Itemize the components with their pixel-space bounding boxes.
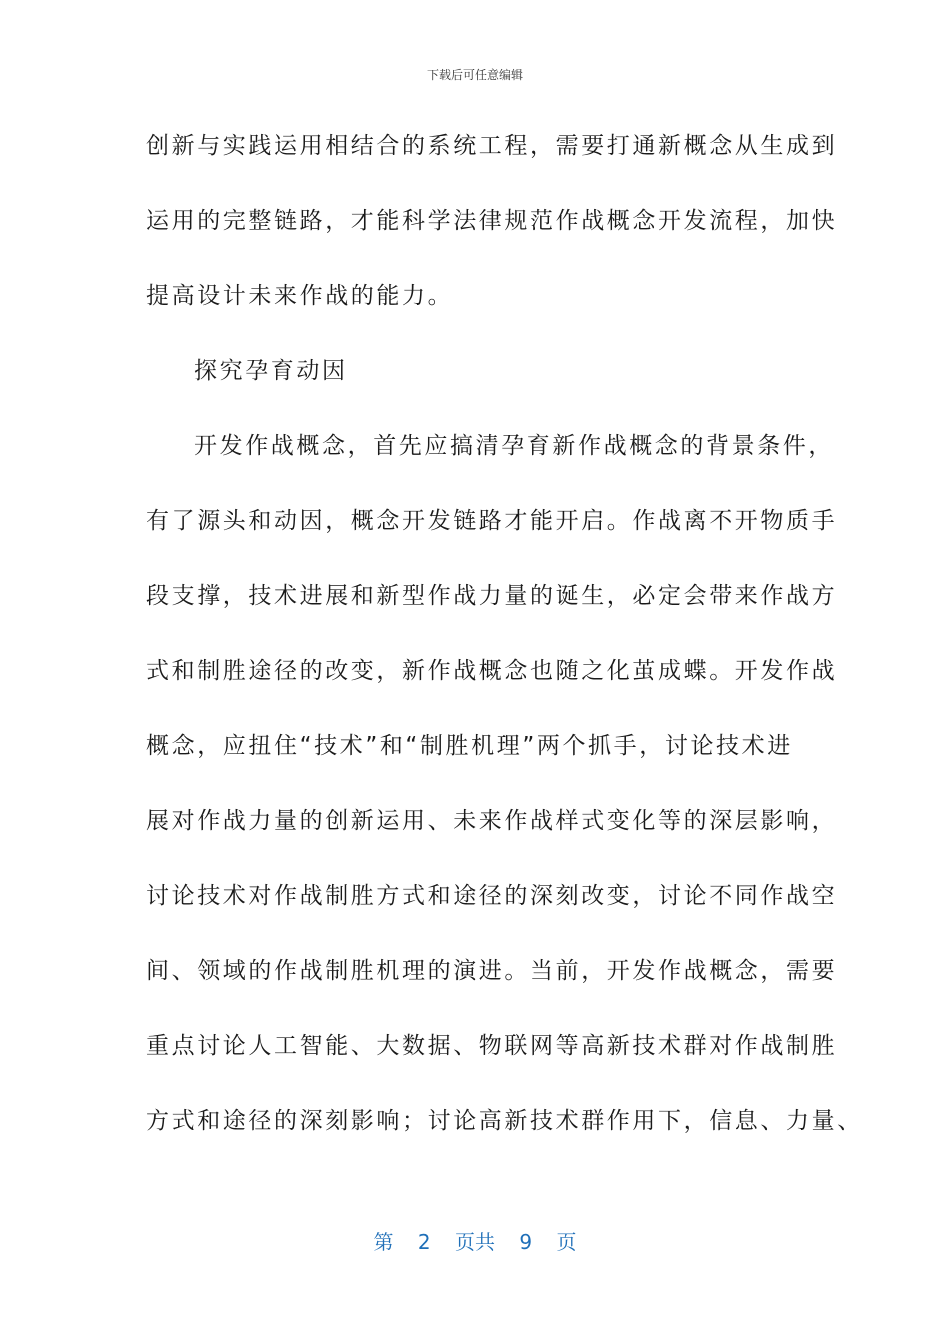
body-line-12: 间、领域的作战制胜机理的演进。当前，开发作战概念，需要 xyxy=(146,958,838,984)
page-middle: 页共 xyxy=(455,1230,495,1254)
page-header: 下载后可任意编辑 xyxy=(426,68,523,82)
section-heading: 探究孕育动因 xyxy=(194,358,348,384)
body-line-1: 创新与实践运用相结合的系统工程，需要打通新概念从生成到 xyxy=(146,133,838,159)
body-line-10: 展对作战力量的创新运用、未来作战样式变化等的深层影响， xyxy=(146,808,838,834)
body-line-5: 开发作战概念，首先应搞清孕育新作战概念的背景条件， xyxy=(194,433,834,459)
body-line-11: 讨论技术对作战制胜方式和途径的深刻改变，讨论不同作战空 xyxy=(146,883,838,909)
total-pages: 9 xyxy=(519,1230,533,1254)
body-line-13: 重点讨论人工智能、大数据、物联网等高新技术群对作战制胜 xyxy=(146,1033,838,1059)
body-line-7: 段支撑，技术进展和新型作战力量的诞生，必定会带来作战方 xyxy=(146,583,838,609)
body-line-2: 运用的完整链路，才能科学法律规范作战概念开发流程，加快 xyxy=(146,208,838,234)
body-line-8: 式和制胜途径的改变，新作战概念也随之化茧成蝶。开发作战 xyxy=(146,658,838,684)
page-number: 2 xyxy=(417,1230,431,1254)
body-line-14: 方式和途径的深刻影响；讨论高新技术群作用下，信息、力量、 xyxy=(146,1108,863,1134)
body-line-6: 有了源头和动因，概念开发链路才能开启。作战离不开物质手 xyxy=(146,508,838,534)
body-line-3: 提高设计未来作战的能力。 xyxy=(146,283,454,309)
page-suffix: 页 xyxy=(556,1230,577,1254)
body-line-9: 概念，应扭住“技术”和“制胜机理”两个抓手，讨论技术进 xyxy=(146,733,793,759)
page-footer xyxy=(0,1226,950,1255)
page-prefix: 第 xyxy=(373,1230,394,1254)
